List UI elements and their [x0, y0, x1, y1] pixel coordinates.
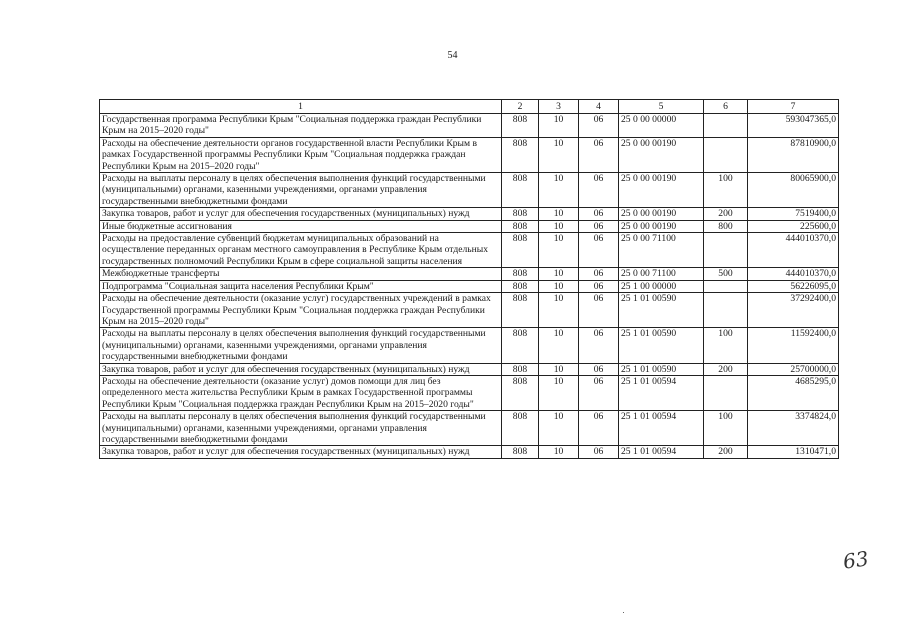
row-expense-type: 200 [704, 363, 748, 375]
row-subsection: 06 [579, 411, 619, 446]
row-name: Расходы на выплаты персоналу в целях обеспечения выполнения функций государственными (муниципальными) органами, казенными учреждениями, органами управления государственными внебюджетными фондами [100, 328, 502, 363]
handwritten-page-mark: 63 [841, 546, 870, 574]
row-section: 10 [539, 268, 579, 280]
row-admin-code: 808 [502, 114, 539, 138]
row-name: Расходы на обеспечение деятельности органов государственной власти Республики Крым в рамках Государственной программы Республики Крым "Социальная поддержка граждан Республики Крым на 2015–2020 годы" [100, 137, 502, 172]
table-row [100, 233, 839, 268]
row-name: Расходы на предоставление субвенций бюджетам муниципальных образований на осуществление переданных органам местного самоуправления в Республике Крым отдельных государственных полномочий Республики Крым в сфере социальной защиты населения [100, 233, 502, 268]
row-name: Иные бюджетные ассигнования [100, 220, 502, 232]
row-admin-code: 808 [502, 173, 539, 208]
row-section: 10 [539, 293, 579, 328]
row-name: Расходы на выплаты персоналу в целях обеспечения выполнения функций государственными (муниципальными) органами, казенными учреждениями, органами управления государственными внебюджетными фондами [100, 411, 502, 446]
row-expense-type: 800 [704, 220, 748, 232]
budget-table [99, 99, 839, 459]
row-section: 10 [539, 173, 579, 208]
row-expense-type: 200 [704, 446, 748, 458]
row-amount: 7519400,0 [748, 208, 839, 220]
header-col-1: 1 [100, 100, 502, 114]
row-target-article: 25 1 00 00000 [619, 280, 704, 292]
row-section: 10 [539, 375, 579, 410]
header-col-6: 6 [704, 100, 748, 114]
row-amount: 1310471,0 [748, 446, 839, 458]
row-amount: 4685295,0 [748, 375, 839, 410]
table-row [100, 114, 839, 138]
row-target-article: 25 0 00 00190 [619, 220, 704, 232]
row-target-article: 25 0 00 00190 [619, 208, 704, 220]
row-amount: 11592400,0 [748, 328, 839, 363]
row-expense-type [704, 293, 748, 328]
row-subsection: 06 [579, 268, 619, 280]
row-amount: 444010370,0 [748, 268, 839, 280]
row-admin-code: 808 [502, 137, 539, 172]
header-col-4: 4 [579, 100, 619, 114]
table-row [100, 446, 839, 458]
row-subsection: 06 [579, 233, 619, 268]
row-expense-type [704, 375, 748, 410]
row-target-article: 25 1 01 00594 [619, 375, 704, 410]
row-section: 10 [539, 280, 579, 292]
table-row [100, 280, 839, 292]
row-subsection: 06 [579, 293, 619, 328]
page-number: 54 [447, 50, 458, 61]
row-admin-code: 808 [502, 446, 539, 458]
row-target-article: 25 0 00 00190 [619, 173, 704, 208]
row-target-article: 25 0 00 71100 [619, 233, 704, 268]
row-section: 10 [539, 137, 579, 172]
row-admin-code: 808 [502, 208, 539, 220]
row-amount: 37292400,0 [748, 293, 839, 328]
row-subsection: 06 [579, 446, 619, 458]
row-amount: 80065900,0 [748, 173, 839, 208]
row-amount: 225600,0 [748, 220, 839, 232]
table-row [100, 268, 839, 280]
row-target-article: 25 1 01 00594 [619, 446, 704, 458]
row-expense-type: 500 [704, 268, 748, 280]
row-subsection: 06 [579, 114, 619, 138]
row-name: Расходы на выплаты персоналу в целях обеспечения выполнения функций государственными (муниципальными) органами, казенными учреждениями, органами управления государственными внебюджетными фондами [100, 173, 502, 208]
row-target-article: 25 1 01 00590 [619, 328, 704, 363]
row-target-article: 25 0 00 00190 [619, 137, 704, 172]
table-row [100, 137, 839, 172]
row-name: Расходы на обеспечение деятельности (оказание услуг) домов помощи для лиц без определенного места жительства Республики Крым в рамках Государственной программы Республики Крым "Социальная поддержка граждан Республики Крым на 2015–2020 годы" [100, 375, 502, 410]
row-admin-code: 808 [502, 375, 539, 410]
table-row [100, 220, 839, 232]
row-admin-code: 808 [502, 220, 539, 232]
row-expense-type [704, 280, 748, 292]
header-col-2: 2 [502, 100, 539, 114]
header-row [100, 100, 839, 114]
table-row [100, 208, 839, 220]
row-section: 10 [539, 328, 579, 363]
row-name: Межбюджетные трансферты [100, 268, 502, 280]
header-col-3: 3 [539, 100, 579, 114]
row-section: 10 [539, 233, 579, 268]
row-subsection: 06 [579, 173, 619, 208]
row-amount: 87810900,0 [748, 137, 839, 172]
row-section: 10 [539, 220, 579, 232]
row-name: Подпрограмма "Социальная защита населения Республики Крым" [100, 280, 502, 292]
row-admin-code: 808 [502, 411, 539, 446]
row-admin-code: 808 [502, 293, 539, 328]
row-target-article: 25 1 01 00590 [619, 363, 704, 375]
row-name: Государственная программа Республики Крым "Социальная поддержка граждан Республики Крым на 2015–2020 годы" [100, 114, 502, 138]
row-expense-type: 200 [704, 208, 748, 220]
row-expense-type: 100 [704, 173, 748, 208]
row-section: 10 [539, 446, 579, 458]
row-target-article: 25 1 01 00594 [619, 411, 704, 446]
table-row [100, 328, 839, 363]
row-subsection: 06 [579, 328, 619, 363]
row-amount: 444010370,0 [748, 233, 839, 268]
row-admin-code: 808 [502, 268, 539, 280]
row-section: 10 [539, 208, 579, 220]
row-expense-type: 100 [704, 411, 748, 446]
row-admin-code: 808 [502, 233, 539, 268]
table-row [100, 293, 839, 328]
row-admin-code: 808 [502, 328, 539, 363]
row-name: Закупка товаров, работ и услуг для обеспечения государственных (муниципальных) нужд [100, 208, 502, 220]
row-expense-type [704, 114, 748, 138]
header-col-7: 7 [748, 100, 839, 114]
row-subsection: 06 [579, 375, 619, 410]
row-amount: 56226095,0 [748, 280, 839, 292]
table-row [100, 411, 839, 446]
table-row [100, 363, 839, 375]
row-subsection: 06 [579, 220, 619, 232]
row-target-article: 25 0 00 71100 [619, 268, 704, 280]
row-expense-type: 100 [704, 328, 748, 363]
table-row [100, 173, 839, 208]
row-amount: 593047365,0 [748, 114, 839, 138]
row-name: Закупка товаров, работ и услуг для обеспечения государственных (муниципальных) нужд [100, 446, 502, 458]
row-admin-code: 808 [502, 363, 539, 375]
row-target-article: 25 0 00 00000 [619, 114, 704, 138]
scan-speck [623, 612, 624, 613]
row-name: Расходы на обеспечение деятельности (оказание услуг) государственных учреждений в рамках Государственной программы Республики Крым "Социальная поддержка граждан Республики Крым на 2015–2020 годы" [100, 293, 502, 328]
row-target-article: 25 1 01 00590 [619, 293, 704, 328]
row-subsection: 06 [579, 280, 619, 292]
row-subsection: 06 [579, 137, 619, 172]
row-section: 10 [539, 411, 579, 446]
row-amount: 25700000,0 [748, 363, 839, 375]
row-name: Закупка товаров, работ и услуг для обеспечения государственных (муниципальных) нужд [100, 363, 502, 375]
row-subsection: 06 [579, 363, 619, 375]
table-row [100, 375, 839, 410]
row-expense-type [704, 233, 748, 268]
row-admin-code: 808 [502, 280, 539, 292]
row-section: 10 [539, 114, 579, 138]
row-expense-type [704, 137, 748, 172]
row-amount: 3374824,0 [748, 411, 839, 446]
row-section: 10 [539, 363, 579, 375]
header-col-5: 5 [619, 100, 704, 114]
row-subsection: 06 [579, 208, 619, 220]
